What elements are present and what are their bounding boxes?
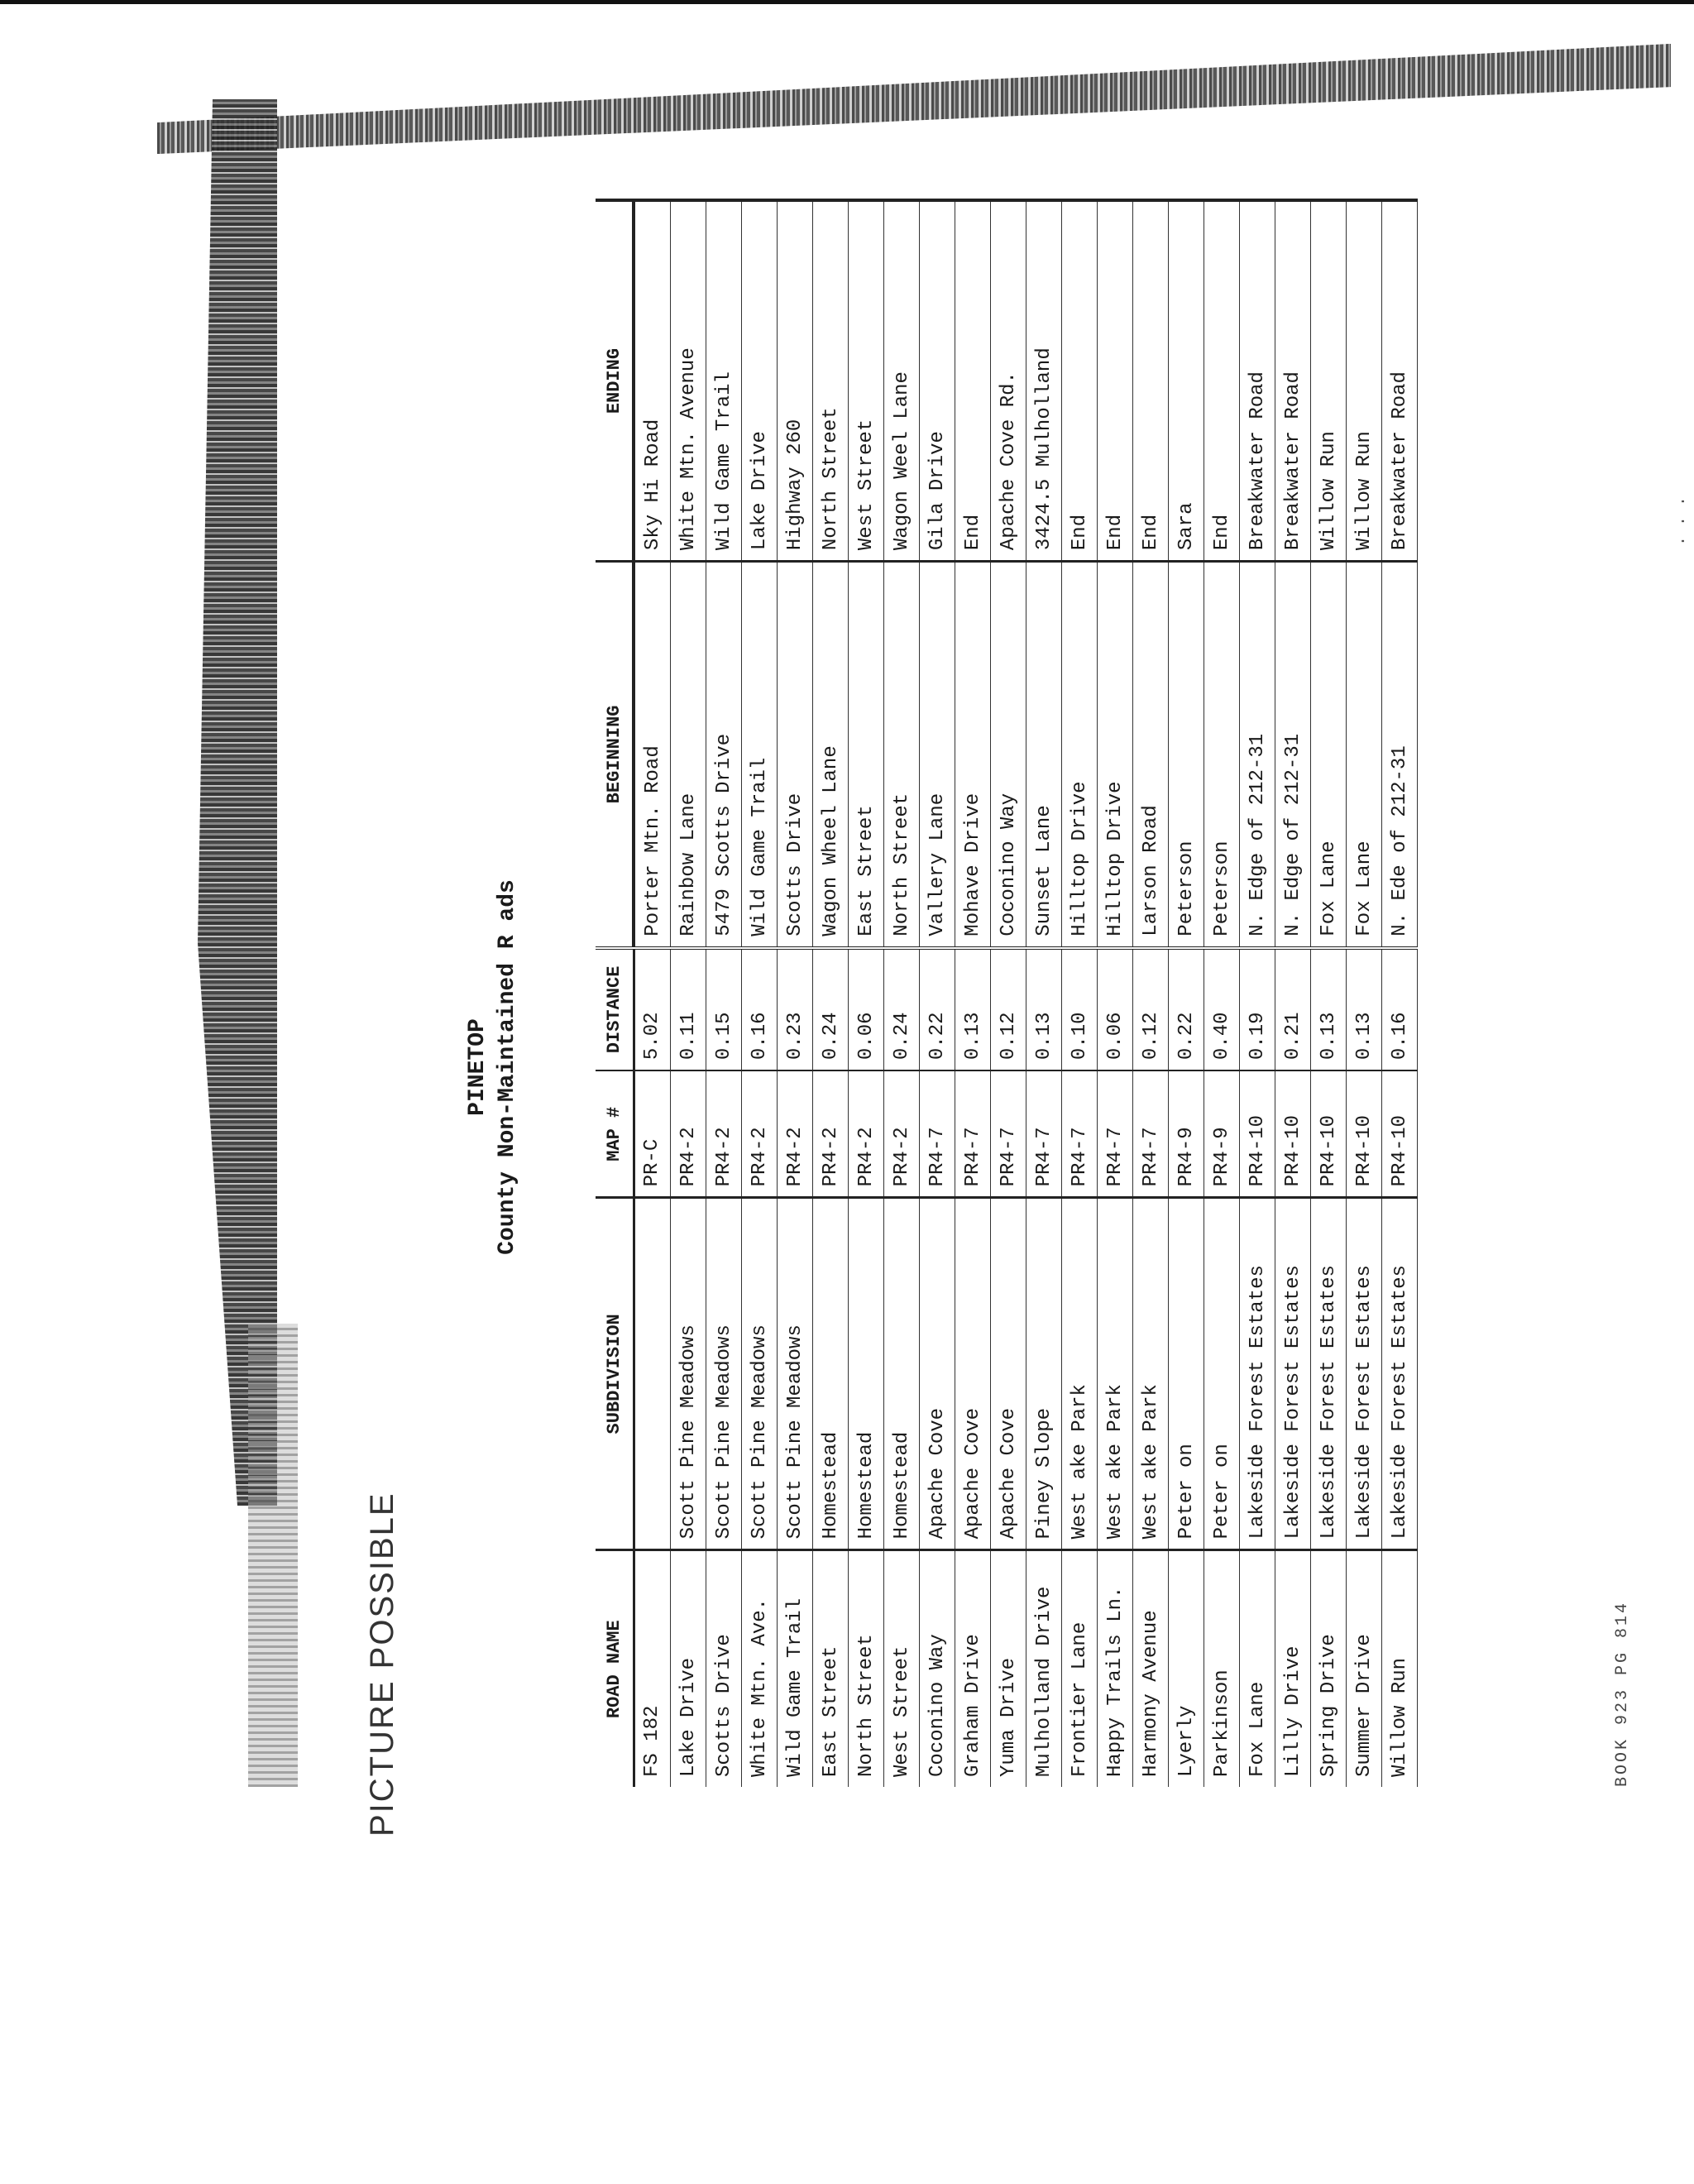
cell-distance: 0.13 [955, 948, 991, 1070]
cell-subdivision: Lakeside Forest Estates [1382, 1198, 1418, 1550]
cell-map: PR4-7 [920, 1070, 955, 1198]
cell-map: PR4-7 [955, 1070, 991, 1198]
table-row [920, 200, 955, 1787]
table-row [1347, 200, 1382, 1787]
cell-distance: 0.22 [920, 948, 955, 1070]
cell-map: PR4-7 [1026, 1070, 1062, 1198]
cell-road-name: Yuma Drive [991, 1550, 1026, 1787]
cell-subdivision: Scott Pine Meadows [671, 1198, 706, 1550]
cell-beginning: Peterson [1169, 562, 1204, 948]
cell-road-name: Frontier Lane [1062, 1550, 1098, 1787]
cell-road-name: Willow Run [1382, 1550, 1418, 1787]
cell-beginning: N. Edge of 212-31 [1240, 562, 1275, 948]
cell-beginning: Coconino Way [991, 562, 1026, 948]
cell-subdivision: Homestead [849, 1198, 884, 1550]
cell-road-name: Lyerly [1169, 1550, 1204, 1787]
cell-beginning: Rainbow Lane [671, 562, 706, 948]
table-row [813, 200, 849, 1787]
table-row [1204, 200, 1240, 1787]
cell-ending: Gila Drive [920, 200, 955, 562]
cell-map: PR4-7 [991, 1070, 1026, 1198]
cell-ending: Sara [1169, 200, 1204, 562]
cell-ending: White Mtn. Avenue [671, 200, 706, 562]
cell-distance: 0.19 [1240, 948, 1275, 1070]
cell-subdivision: Scott Pine Meadows [706, 1198, 742, 1550]
cell-subdivision: Scott Pine Meadows [742, 1198, 778, 1550]
table-row [1382, 200, 1418, 1787]
document-subtitle: County Non-Maintained R ads [495, 879, 520, 1255]
cell-distance: 0.06 [849, 948, 884, 1070]
table-row [1311, 200, 1347, 1787]
cell-subdivision: West ake Park [1098, 1198, 1133, 1550]
table-row [1275, 200, 1311, 1787]
cell-road-name: White Mtn. Ave. [742, 1550, 778, 1787]
cell-road-name: Wild Game Trail [778, 1550, 813, 1787]
cell-beginning: Fox Lane [1347, 562, 1382, 948]
cell-road-name: Scotts Drive [706, 1550, 742, 1787]
cell-map: PR4-2 [742, 1070, 778, 1198]
cell-beginning: Hilltop Drive [1062, 562, 1098, 948]
cell-road-name: Lilly Drive [1275, 1550, 1311, 1787]
cell-subdivision: West ake Park [1133, 1198, 1169, 1550]
cell-distance: 0.23 [778, 948, 813, 1070]
cell-road-name: Happy Trails Ln. [1098, 1550, 1133, 1787]
cell-road-name: Mulholland Drive [1026, 1550, 1062, 1787]
cell-subdivision: Apache Cove [955, 1198, 991, 1550]
cell-ending: 3424.5 Mulholland [1026, 200, 1062, 562]
cell-beginning: Wild Game Trail [742, 562, 778, 948]
table-row [1240, 200, 1275, 1787]
cell-map: PR4-2 [813, 1070, 849, 1198]
table-row [634, 200, 671, 1787]
cell-distance: 0.15 [706, 948, 742, 1070]
cell-beginning: Wagon Wheel Lane [813, 562, 849, 948]
cell-road-name: West Street [884, 1550, 920, 1787]
table-row [671, 200, 706, 1787]
cell-ending: End [1133, 200, 1169, 562]
cell-road-name: Harmony Avenue [1133, 1550, 1169, 1787]
table-row [991, 200, 1026, 1787]
cell-subdivision: Apache Cove [991, 1198, 1026, 1550]
cell-distance: 0.06 [1098, 948, 1133, 1070]
cell-ending: West Street [849, 200, 884, 562]
cell-map: PR4-2 [671, 1070, 706, 1198]
cell-beginning: Hilltop Drive [1098, 562, 1133, 948]
cell-road-name: Lake Drive [671, 1550, 706, 1787]
cell-beginning: Fox Lane [1311, 562, 1347, 948]
cell-beginning: Peterson [1204, 562, 1240, 948]
cell-distance: 0.22 [1169, 948, 1204, 1070]
cell-ending: Breakwater Road [1275, 200, 1311, 562]
cell-map: PR4-2 [706, 1070, 742, 1198]
cell-subdivision: Scott Pine Meadows [778, 1198, 813, 1550]
cell-beginning: N. Edge of 212-31 [1275, 562, 1311, 948]
cell-beginning: Scotts Drive [778, 562, 813, 948]
cell-ending: End [1062, 200, 1098, 562]
cell-beginning: North Street [884, 562, 920, 948]
header-beginning: BEGINNING [596, 562, 634, 948]
table-row [884, 200, 920, 1787]
cell-ending: Apache Cove Rd. [991, 200, 1026, 562]
cell-subdivision: Piney Slope [1026, 1198, 1062, 1550]
cell-subdivision: Lakeside Forest Estates [1275, 1198, 1311, 1550]
cell-map: PR4-9 [1169, 1070, 1204, 1198]
cell-distance: 0.16 [742, 948, 778, 1070]
cell-road-name: North Street [849, 1550, 884, 1787]
cell-beginning: Mohave Drive [955, 562, 991, 948]
cell-ending: End [955, 200, 991, 562]
cell-beginning: East Street [849, 562, 884, 948]
book-page-reference: BOOK 923 PG 814 [1613, 1600, 1632, 1787]
header-distance: DISTANCE [596, 948, 634, 1070]
cell-map: PR4-2 [849, 1070, 884, 1198]
header-map: MAP # [596, 1070, 634, 1198]
roads-table [596, 199, 1418, 1787]
table-row [1062, 200, 1098, 1787]
cell-distance: 0.10 [1062, 948, 1098, 1070]
cell-map: PR4-2 [778, 1070, 813, 1198]
cell-subdivision: Apache Cove [920, 1198, 955, 1550]
cell-ending: End [1098, 200, 1133, 562]
cell-distance: 0.13 [1347, 948, 1382, 1070]
cell-map: PR4-10 [1311, 1070, 1347, 1198]
cell-beginning: Sunset Lane [1026, 562, 1062, 948]
cell-road-name: FS 182 [634, 1550, 671, 1787]
cell-distance: 0.21 [1275, 948, 1311, 1070]
table-header-row [596, 200, 634, 1787]
cell-subdivision: Peter on [1169, 1198, 1204, 1550]
cell-subdivision: Homestead [813, 1198, 849, 1550]
cell-beginning: Vallery Lane [920, 562, 955, 948]
cell-distance: 5.02 [634, 948, 671, 1070]
table-row [1098, 200, 1133, 1787]
cell-road-name: Graham Drive [955, 1550, 991, 1787]
cell-road-name: Coconino Way [920, 1550, 955, 1787]
scan-dots: . . . [1671, 496, 1690, 546]
cell-distance: 0.40 [1204, 948, 1240, 1070]
cell-ending: Willow Run [1311, 200, 1347, 562]
cell-distance: 0.24 [813, 948, 849, 1070]
cell-subdivision: West ake Park [1062, 1198, 1098, 1550]
cell-map: PR-C [634, 1070, 671, 1198]
cell-subdivision: Peter on [1204, 1198, 1240, 1550]
cell-subdivision: Lakeside Forest Estates [1311, 1198, 1347, 1550]
document-title-block [463, 447, 523, 1688]
table-row [1133, 200, 1169, 1787]
cell-road-name: Spring Drive [1311, 1550, 1347, 1787]
cell-ending: Willow Run [1347, 200, 1382, 562]
cell-road-name: Fox Lane [1240, 1550, 1275, 1787]
cell-beginning: Larson Road [1133, 562, 1169, 948]
table-row [778, 200, 813, 1787]
cell-ending: Wild Game Trail [706, 200, 742, 562]
cell-subdivision [634, 1198, 671, 1550]
cell-distance: 0.24 [884, 948, 920, 1070]
picture-possible-stamp: PICTURE POSSIBLE [364, 1492, 400, 1837]
cell-map: PR4-10 [1382, 1070, 1418, 1198]
cell-road-name: East Street [813, 1550, 849, 1787]
cell-distance: 0.12 [991, 948, 1026, 1070]
cell-distance: 0.16 [1382, 948, 1418, 1070]
cell-ending: Highway 260 [778, 200, 813, 562]
cell-distance: 0.13 [1311, 948, 1347, 1070]
cell-road-name: Summer Drive [1347, 1550, 1382, 1787]
cell-ending: Breakwater Road [1382, 200, 1418, 562]
cell-map: PR4-7 [1062, 1070, 1098, 1198]
cell-beginning: 5479 Scotts Drive [706, 562, 742, 948]
table-row [849, 200, 884, 1787]
cell-road-name: Parkinson [1204, 1550, 1240, 1787]
table-row [706, 200, 742, 1787]
cell-ending: North Street [813, 200, 849, 562]
cell-map: PR4-10 [1240, 1070, 1275, 1198]
cell-beginning: Porter Mtn. Road [634, 562, 671, 948]
cell-beginning: N. Ede of 212-31 [1382, 562, 1418, 948]
header-subdivision: SUBDIVISION [596, 1198, 634, 1550]
cell-ending: Sky Hi Road [634, 200, 671, 562]
cell-map: PR4-7 [1133, 1070, 1169, 1198]
cell-ending: Wagon Weel Lane [884, 200, 920, 562]
cell-map: PR4-7 [1098, 1070, 1133, 1198]
header-road-name: ROAD NAME [596, 1550, 634, 1787]
table-row [1026, 200, 1062, 1787]
table-row [1169, 200, 1204, 1787]
document-title: PINETOP [465, 1018, 490, 1116]
table-row [955, 200, 991, 1787]
cell-map: PR4-10 [1347, 1070, 1382, 1198]
cell-ending: End [1204, 200, 1240, 562]
cell-map: PR4-10 [1275, 1070, 1311, 1198]
cell-distance: 0.11 [671, 948, 706, 1070]
cell-map: PR4-2 [884, 1070, 920, 1198]
cell-ending: Lake Drive [742, 200, 778, 562]
cell-subdivision: Lakeside Forest Estates [1347, 1198, 1382, 1550]
cell-subdivision: Homestead [884, 1198, 920, 1550]
cell-distance: 0.13 [1026, 948, 1062, 1070]
cell-subdivision: Lakeside Forest Estates [1240, 1198, 1275, 1550]
header-ending: ENDING [596, 200, 634, 562]
table-row [742, 200, 778, 1787]
cell-map: PR4-9 [1204, 1070, 1240, 1198]
cell-ending: Breakwater Road [1240, 200, 1275, 562]
cell-distance: 0.12 [1133, 948, 1169, 1070]
